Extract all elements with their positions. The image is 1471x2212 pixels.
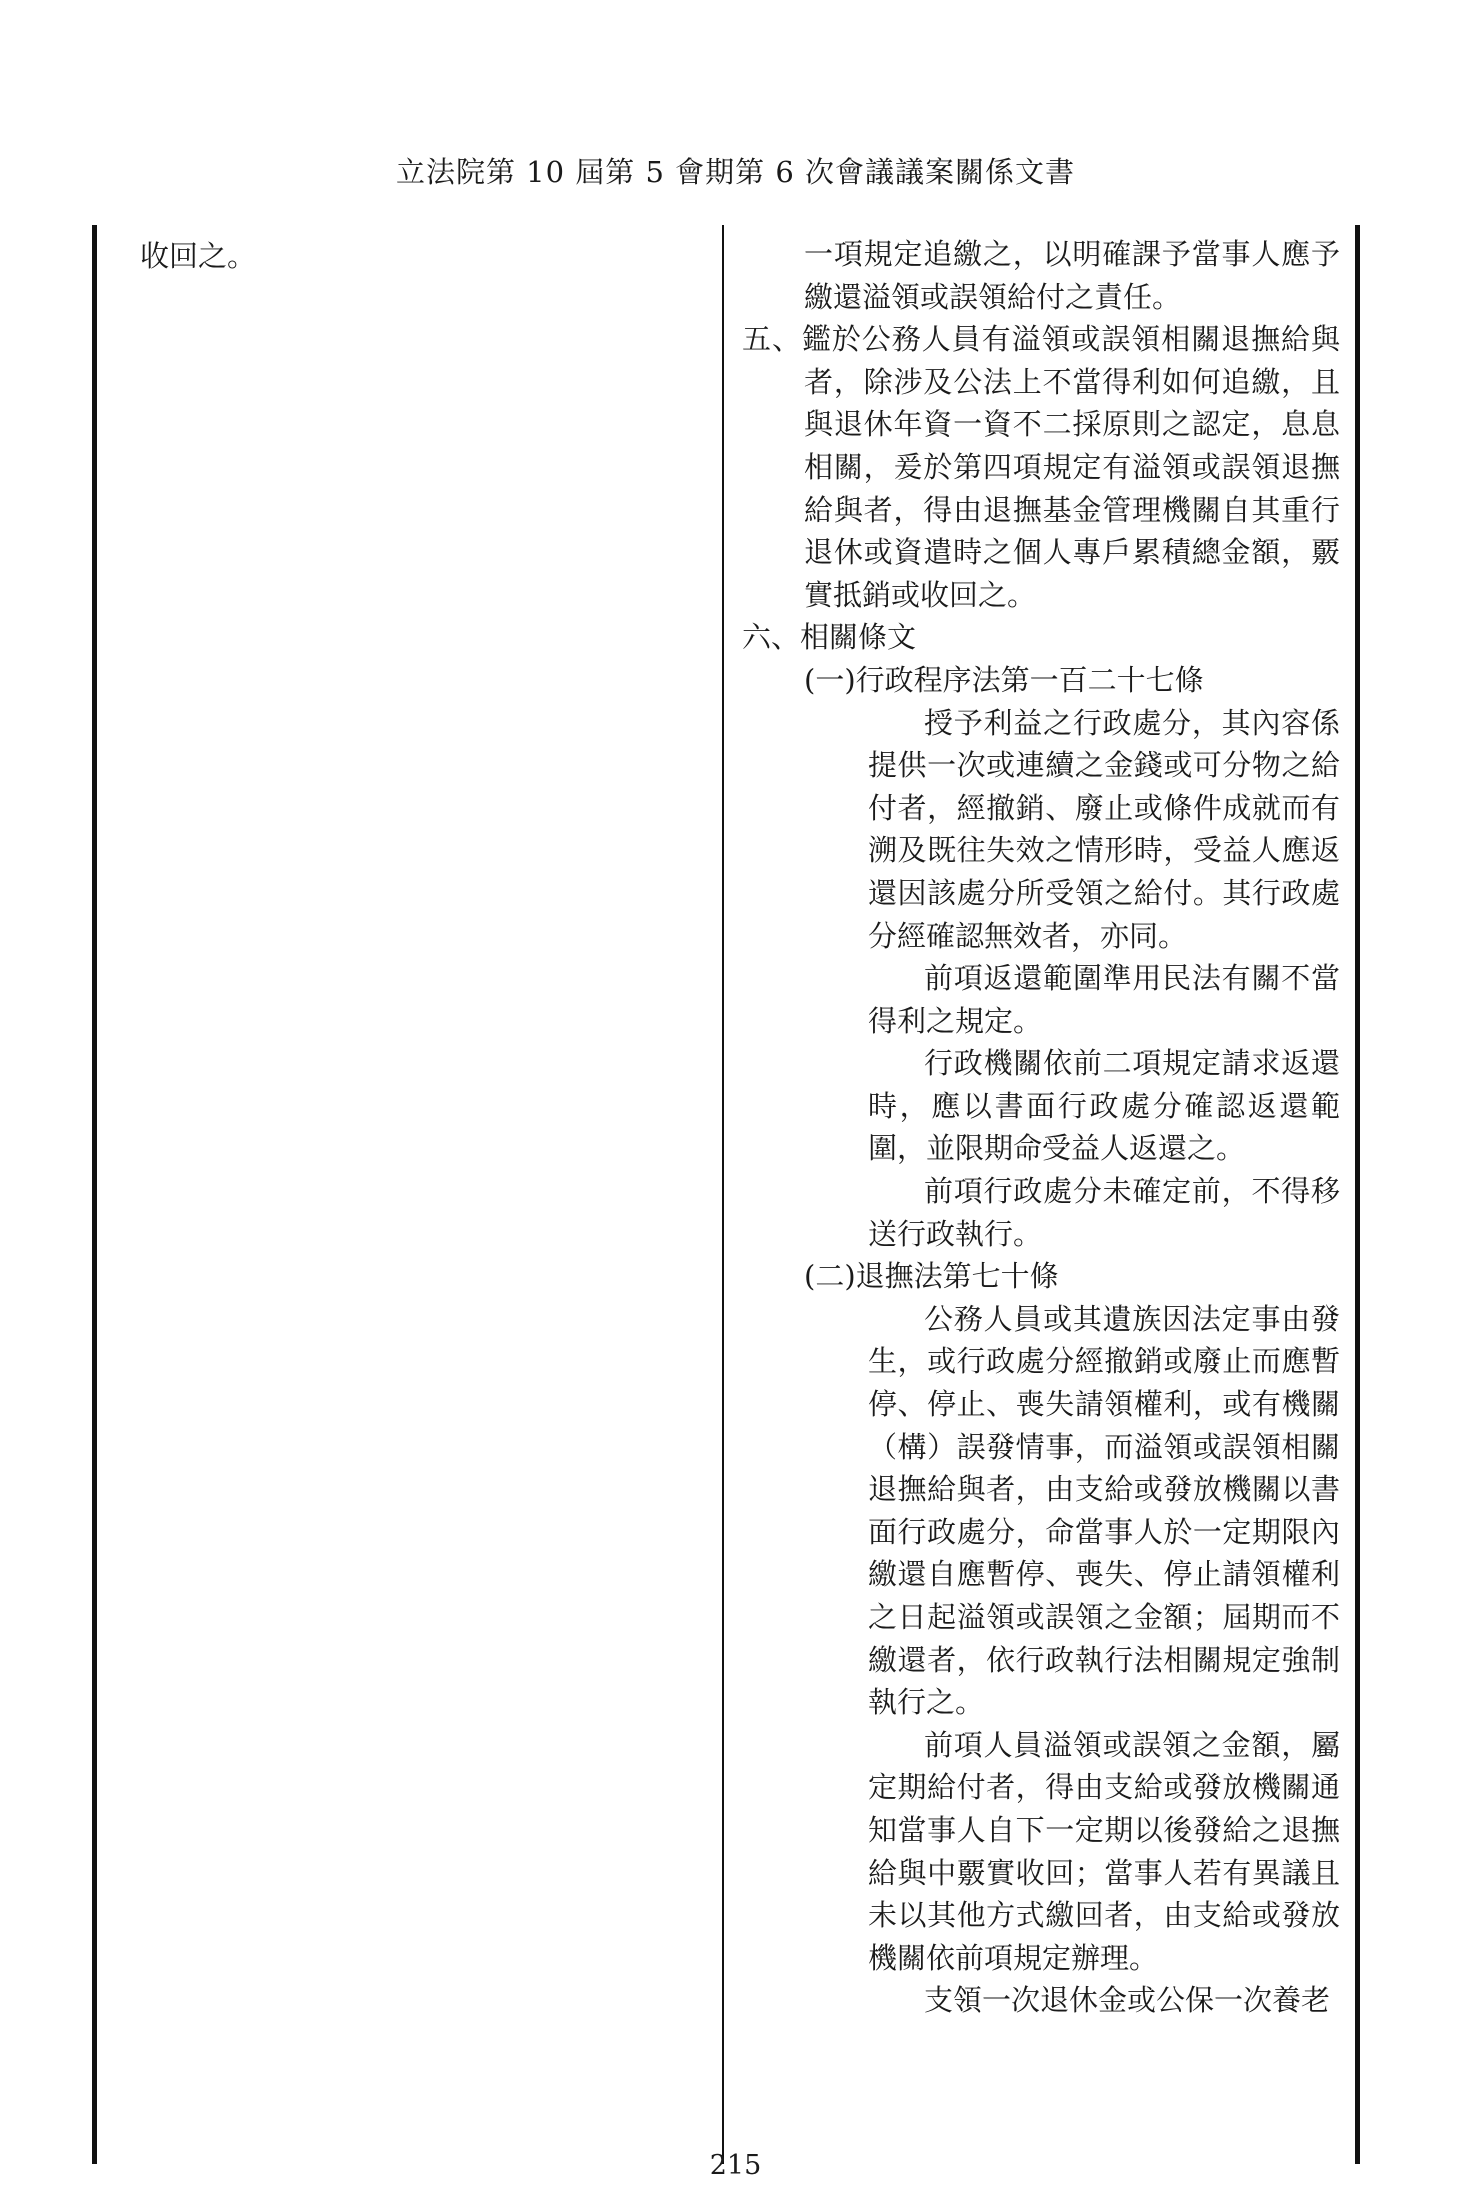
sub-1-para: 前項返還範圍準用民法有關不當得利之規定。 — [868, 961, 1340, 1038]
left-column — [140, 235, 700, 277]
sub-2-para: 前項人員溢領或誤領之金額，屬定期給付者，得由支給或發放機關通知當事人自下一定期以後發給之退撫給與中覈實收回；當事人若有異議且未以其他方式繳回者，由支給或發放機關依前項規定辦理。 — [868, 1727, 1340, 1975]
sub-1-title: (一)行政程序法第一百二十七條 — [804, 662, 1204, 697]
table-border-left — [92, 225, 97, 2164]
page-header: 立法院第 10 屆第 5 會期第 6 次會議議案關係文書 — [395, 155, 1076, 189]
right-column — [742, 233, 1340, 2022]
page-number: 215 — [709, 2150, 762, 2181]
sub-1-para: 前項行政處分未確定前，不得移送行政執行。 — [868, 1174, 1340, 1251]
sub-1-para: 授予利益之行政處分，其內容係提供一次或連續之金錢或可分物之給付者，經撤銷、廢止或條件成就而有溯及既往失效之情形時，受益人應返還因該處分所受領之給付。其行政處分經確認無效者，亦同。 — [868, 705, 1340, 953]
table-column-divider — [722, 225, 724, 2164]
sub-2-para: 支領一次退休金或公保一次養老 — [924, 1983, 1331, 2018]
sub-1-para: 行政機關依前二項規定請求返還時，應以書面行政處分確認返還範圍，並限期命受益人返還之。 — [868, 1046, 1340, 1166]
sub-2-title: (二)退撫法第七十條 — [804, 1259, 1059, 1294]
sub-2-para: 公務人員或其遺族因法定事由發生，或行政處分經撤銷或廢止而應暫停、停止、喪失請領權利，或有機關（構）誤發情事，而溢領或誤領相關退撫給與者，由支給或發放機關以書面行政處分，命當事人於一定期限內繳還自應暫停、喪失、停止請領權利之日起溢領或誤領之金額；屆期而不繳還者，依行政執行法相關規定強制執行之。 — [868, 1301, 1340, 1720]
continuation-text: 一項規定追繳之，以明確課予當事人應予繳還溢領或誤領給付之責任。 — [804, 237, 1340, 314]
left-column-text: 收回之。 — [140, 239, 257, 273]
table-border-right — [1355, 225, 1360, 2164]
item-6: 六、相關條文 — [742, 620, 917, 655]
item-5: 五、鑑於公務人員有溢領或誤領相關退撫給與者，除涉及公法上不當得利如何追繳，且與退休年資一資不二採原則之認定，息息相關，爰於第四項規定有溢領或誤領退撫給與者，得由退撫基金管理機關自其重行退休或資遣時之個人專戶累積總金額，覈實抵銷或收回之。 — [742, 322, 1340, 612]
